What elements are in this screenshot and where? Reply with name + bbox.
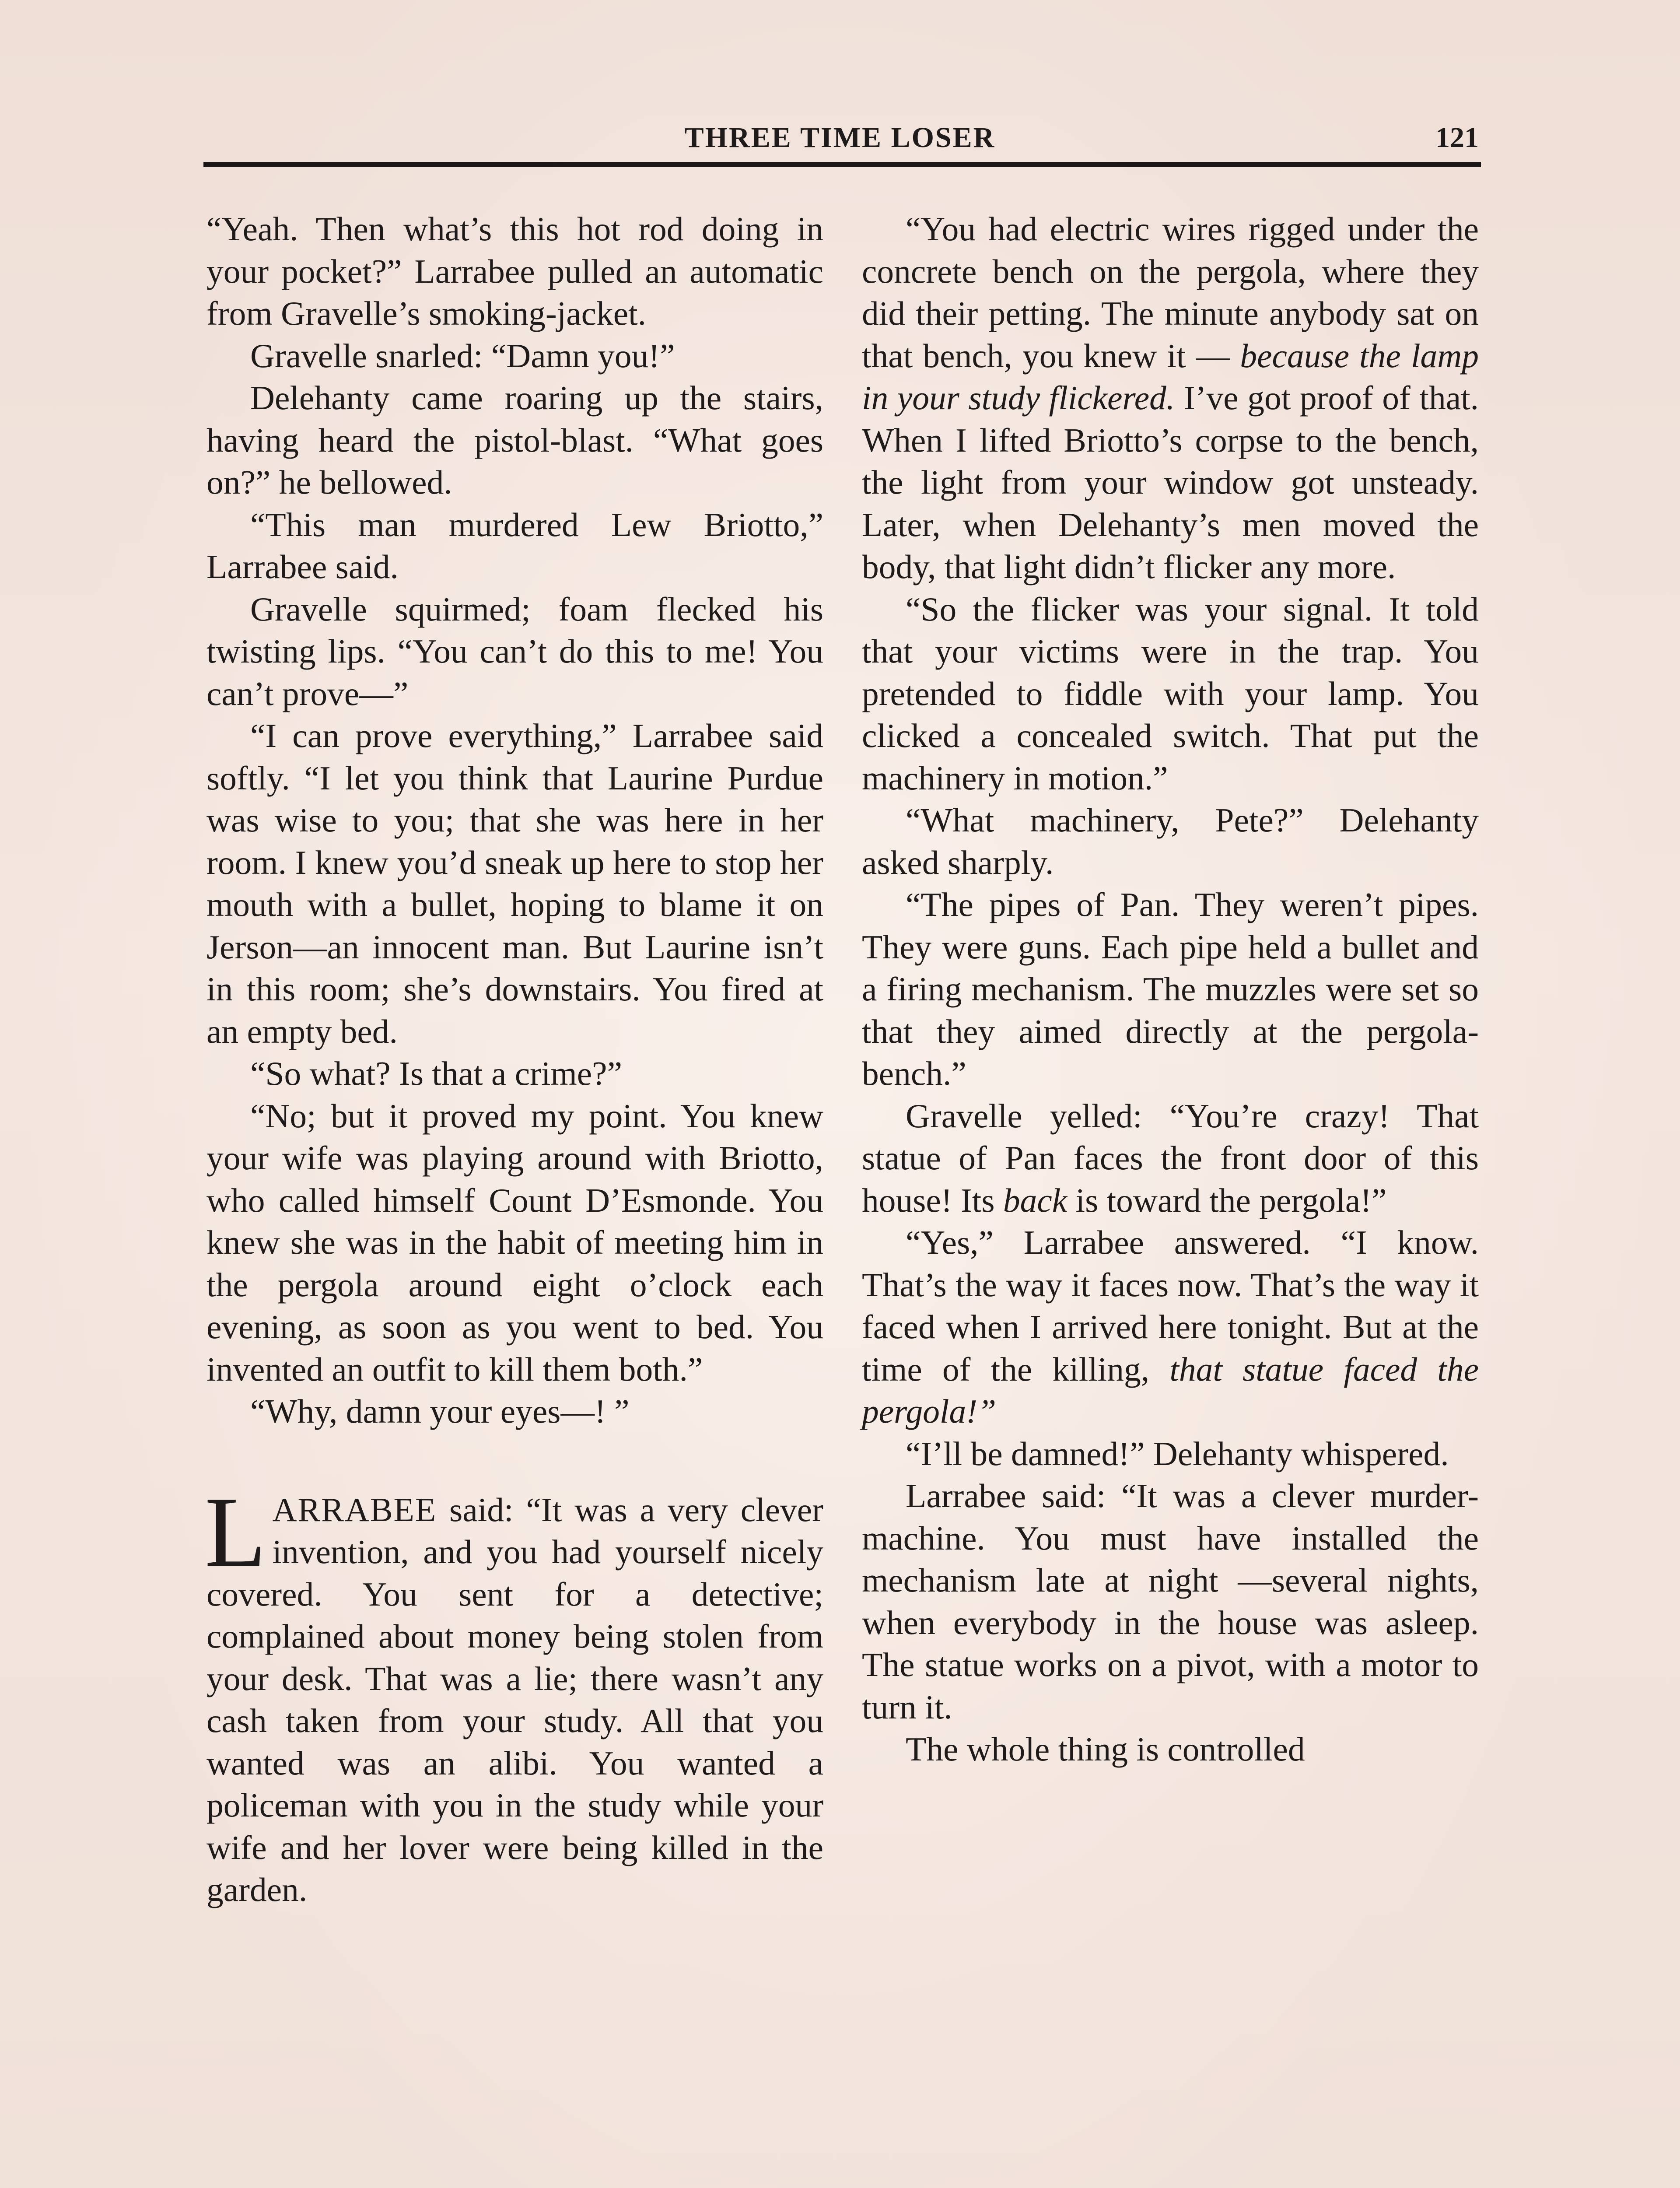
paragraph: “So the flicker was your signal. It told that your victims were in the trap. You pretended to fiddle with your lamp. You clicked a concealed switch. That put the machinery in motion.” bbox=[862, 590, 1479, 797]
paragraph bbox=[862, 1221, 1479, 1433]
section-opening-paragraph bbox=[205, 1476, 823, 1911]
section-text: said: “It was a very clever invention, and you had yourself nicely covered. You sent for a detective; complained about money being stolen from your desk. That was a lie; there wasn’t any cash taken from your study. All that you wanted was an alibi. You wanted a policeman with you in the study while your wife and her lover were being killed in the garden. bbox=[206, 1490, 823, 1908]
lead-word: ARRABEE bbox=[272, 1490, 437, 1529]
paragraph: Larrabee said: “It was a clever murder-machine. You must have installed the mechanism late at night —several nights, when everybody in the house was asleep. The statue works on a pivot, with a motor to turn it. bbox=[862, 1477, 1479, 1726]
drop-cap: L bbox=[205, 1476, 266, 1588]
paragraph: Gravelle squirmed; foam flecked his twisting lips. “You can’t do this to me! You can’t prove—” bbox=[206, 590, 823, 712]
italic-run: back bbox=[1003, 1181, 1068, 1219]
text-run: “You had electric wires rigged under the concrete bench on the pergola, where they did their petting. The minute anybody sat on that bench, you knew it — bbox=[862, 210, 1479, 375]
running-header bbox=[206, 120, 1479, 164]
paragraph: “What machinery, Pete?” Delehanty asked sharply. bbox=[862, 801, 1479, 881]
paragraph: “So what? Is that a crime?” bbox=[250, 1055, 622, 1092]
paragraph: “This man murdered Lew Briotto,” Larrabee said. bbox=[206, 505, 823, 586]
italic-run: because the lamp in your study flickered. bbox=[862, 337, 1479, 417]
running-title: THREE TIME LOSER bbox=[684, 122, 996, 154]
right-column bbox=[862, 208, 1479, 1771]
paragraph bbox=[862, 1095, 1479, 1222]
paragraph: The whole thing is controlled bbox=[906, 1730, 1305, 1768]
page-number: 121 bbox=[1435, 122, 1479, 154]
text-run: is toward the pergola!” bbox=[1067, 1181, 1387, 1219]
header-rule bbox=[203, 162, 1481, 167]
paragraph bbox=[862, 208, 1479, 588]
paragraph: “I’ll be damned!” Delehanty whispered. bbox=[906, 1434, 1449, 1473]
paragraph: Delehanty came roaring up the stairs, having heard the pistol-blast. “What goes on?” he bellowed. bbox=[206, 379, 823, 501]
text-run: Gravelle yelled: “You’re crazy! That statue of Pan faces the front door of this house! Its bbox=[862, 1097, 1479, 1219]
paragraph: Gravelle snarled: “Damn you!” bbox=[250, 337, 675, 375]
left-column bbox=[206, 208, 823, 1911]
italic-run: that statue faced the pergola!” bbox=[862, 1350, 1479, 1430]
paragraph: “The pipes of Pan. They weren’t pipes. They were guns. Each pipe held a bullet and a firing mechanism. The muzzles were set so that they aimed directly at the pergola-bench.” bbox=[862, 886, 1479, 1092]
paragraph: “I can prove everything,” Larrabee said softly. “I let you think that Laurine Purdue was wise to you; that she was here in her room. I knew you’d sneak up here to stop her mouth with a bullet, hoping to blame it on Jerson—an innocent man. But Laurine isn’t in this room; she’s downstairs. You fired at an empty bed. bbox=[206, 717, 823, 1050]
paragraph: “No; but it proved my point. You knew your wife was playing around with Briotto, who called himself Count D’Esmonde. You knew she was in the habit of meeting him in the pergola around eight o’clock each evening, as soon as you went to bed. You invented an outfit to kill them both.” bbox=[206, 1097, 823, 1388]
text-run: “Yes,” Larrabee answered. “I know. That’s the way it faces now. That’s the way it faced when I arrived here tonight. But at the time of the killing, bbox=[862, 1224, 1479, 1388]
paragraph: “Why, damn your eyes—! ” bbox=[250, 1392, 630, 1430]
text-run: I’ve got proof of that. When I lifted Briotto’s corpse to the bench, the light from your window got unsteady. Later, when Delehanty’s men moved the body, that light didn’t flicker any more. bbox=[862, 379, 1479, 586]
paragraph: “Yeah. Then what’s this hot rod doing in your pocket?” Larrabee pulled an automatic from Gravelle’s smoking-jacket. bbox=[206, 210, 823, 332]
